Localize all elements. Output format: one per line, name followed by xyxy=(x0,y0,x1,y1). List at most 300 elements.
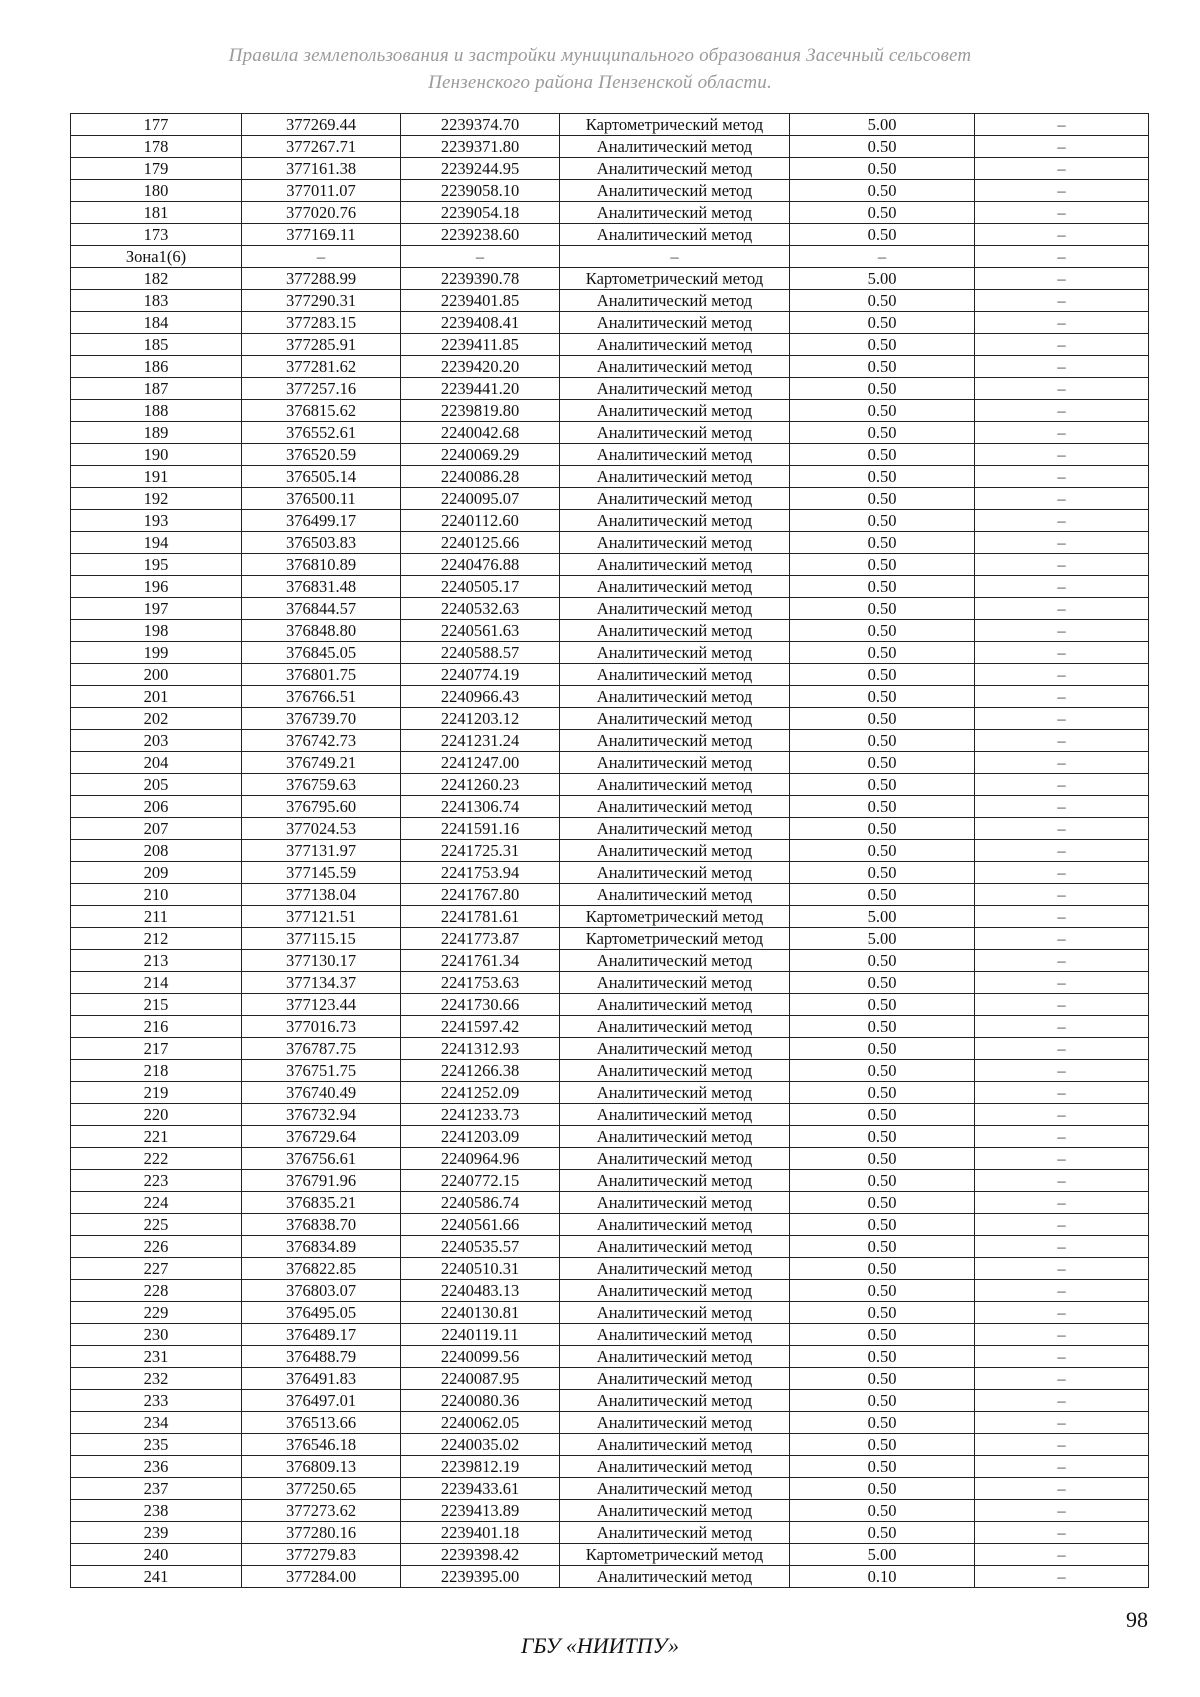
point-number-cell: 195 xyxy=(71,554,242,576)
point-number-cell: 177 xyxy=(71,114,242,136)
y-coordinate-cell: 2241767.80 xyxy=(401,884,560,906)
description-cell: – xyxy=(975,422,1149,444)
method-cell: Аналитический метод xyxy=(560,774,790,796)
point-number-cell: 220 xyxy=(71,1104,242,1126)
point-number-cell: 221 xyxy=(71,1126,242,1148)
accuracy-cell: 0.50 xyxy=(790,1368,975,1390)
table-row xyxy=(71,1038,1149,1060)
table-row xyxy=(71,356,1149,378)
point-number-cell: 232 xyxy=(71,1368,242,1390)
accuracy-cell: 0.50 xyxy=(790,994,975,1016)
x-coordinate-cell: 377279.83 xyxy=(242,1544,401,1566)
table-row xyxy=(71,664,1149,686)
method-cell: Аналитический метод xyxy=(560,1082,790,1104)
table-row xyxy=(71,642,1149,664)
method-cell: Аналитический метод xyxy=(560,664,790,686)
x-coordinate-cell: 377169.11 xyxy=(242,224,401,246)
accuracy-cell: 0.50 xyxy=(790,1258,975,1280)
table-row xyxy=(71,1522,1149,1544)
table-row xyxy=(71,1500,1149,1522)
y-coordinate-cell: 2241781.61 xyxy=(401,906,560,928)
description-cell: – xyxy=(975,730,1149,752)
x-coordinate-cell: 376831.48 xyxy=(242,576,401,598)
table-row xyxy=(71,1214,1149,1236)
method-cell: Аналитический метод xyxy=(560,1236,790,1258)
description-cell: – xyxy=(975,224,1149,246)
method-cell: Картометрический метод xyxy=(560,906,790,928)
y-coordinate-cell: 2240535.57 xyxy=(401,1236,560,1258)
y-coordinate-cell: 2240080.36 xyxy=(401,1390,560,1412)
description-cell: – xyxy=(975,114,1149,136)
point-number-cell: 214 xyxy=(71,972,242,994)
table-row xyxy=(71,1478,1149,1500)
accuracy-cell: 0.50 xyxy=(790,180,975,202)
point-number-cell: 233 xyxy=(71,1390,242,1412)
method-cell: Аналитический метод xyxy=(560,686,790,708)
method-cell: Аналитический метод xyxy=(560,1412,790,1434)
y-coordinate-cell: 2239401.18 xyxy=(401,1522,560,1544)
x-coordinate-cell: 376732.94 xyxy=(242,1104,401,1126)
accuracy-cell: 0.50 xyxy=(790,1280,975,1302)
accuracy-cell: 0.50 xyxy=(790,1082,975,1104)
method-cell: Аналитический метод xyxy=(560,862,790,884)
description-cell: – xyxy=(975,1434,1149,1456)
method-cell: Аналитический метод xyxy=(560,1368,790,1390)
x-coordinate-cell: 376513.66 xyxy=(242,1412,401,1434)
point-number-cell: 241 xyxy=(71,1566,242,1588)
x-coordinate-cell: 377131.97 xyxy=(242,840,401,862)
point-number-cell: 207 xyxy=(71,818,242,840)
point-number-cell: 222 xyxy=(71,1148,242,1170)
y-coordinate-cell: 2239058.10 xyxy=(401,180,560,202)
table-row xyxy=(71,1324,1149,1346)
accuracy-cell: 0.50 xyxy=(790,774,975,796)
table-row xyxy=(71,840,1149,862)
y-coordinate-cell: 2240062.05 xyxy=(401,1412,560,1434)
method-cell: Аналитический метод xyxy=(560,840,790,862)
table-row xyxy=(71,884,1149,906)
x-coordinate-cell: 377016.73 xyxy=(242,1016,401,1038)
table-row xyxy=(71,246,1149,268)
description-cell: – xyxy=(975,1126,1149,1148)
y-coordinate-cell: 2241773.87 xyxy=(401,928,560,950)
y-coordinate-cell: 2239433.61 xyxy=(401,1478,560,1500)
accuracy-cell: 0.50 xyxy=(790,1214,975,1236)
description-cell: – xyxy=(975,884,1149,906)
accuracy-cell: 0.50 xyxy=(790,356,975,378)
x-coordinate-cell: 376759.63 xyxy=(242,774,401,796)
method-cell: Аналитический метод xyxy=(560,290,790,312)
table-row xyxy=(71,1104,1149,1126)
accuracy-cell: 0.50 xyxy=(790,488,975,510)
method-cell: Аналитический метод xyxy=(560,488,790,510)
point-number-cell: 228 xyxy=(71,1280,242,1302)
table-row xyxy=(71,180,1149,202)
description-cell: – xyxy=(975,1522,1149,1544)
accuracy-cell: 0.50 xyxy=(790,510,975,532)
method-cell: Аналитический метод xyxy=(560,1522,790,1544)
y-coordinate-cell: 2240069.29 xyxy=(401,444,560,466)
accuracy-cell: 0.50 xyxy=(790,1148,975,1170)
description-cell: – xyxy=(975,774,1149,796)
method-cell: Аналитический метод xyxy=(560,378,790,400)
accuracy-cell: 0.50 xyxy=(790,1456,975,1478)
accuracy-cell: 0.50 xyxy=(790,1324,975,1346)
point-number-cell: 213 xyxy=(71,950,242,972)
accuracy-cell: 0.50 xyxy=(790,532,975,554)
method-cell: Аналитический метод xyxy=(560,1148,790,1170)
x-coordinate-cell: 376749.21 xyxy=(242,752,401,774)
accuracy-cell: 0.50 xyxy=(790,554,975,576)
point-number-cell: 215 xyxy=(71,994,242,1016)
accuracy-cell: 0.50 xyxy=(790,664,975,686)
table-row xyxy=(71,268,1149,290)
description-cell: – xyxy=(975,994,1149,1016)
table-row xyxy=(71,488,1149,510)
accuracy-cell: 0.50 xyxy=(790,642,975,664)
accuracy-cell: 0.10 xyxy=(790,1566,975,1588)
y-coordinate-cell: 2240035.02 xyxy=(401,1434,560,1456)
method-cell: Аналитический метод xyxy=(560,444,790,466)
table-row xyxy=(71,532,1149,554)
point-number-cell: 230 xyxy=(71,1324,242,1346)
description-cell: – xyxy=(975,1544,1149,1566)
x-coordinate-cell: 376766.51 xyxy=(242,686,401,708)
point-number-cell: 217 xyxy=(71,1038,242,1060)
x-coordinate-cell: 376848.80 xyxy=(242,620,401,642)
accuracy-cell: 0.50 xyxy=(790,1126,975,1148)
method-cell: Аналитический метод xyxy=(560,1478,790,1500)
accuracy-cell: 0.50 xyxy=(790,1170,975,1192)
accuracy-cell: 0.50 xyxy=(790,730,975,752)
description-cell: – xyxy=(975,642,1149,664)
point-number-cell: 197 xyxy=(71,598,242,620)
accuracy-cell: 0.50 xyxy=(790,1236,975,1258)
x-coordinate-cell: 377130.17 xyxy=(242,950,401,972)
y-coordinate-cell: 2241247.00 xyxy=(401,752,560,774)
x-coordinate-cell: 376809.13 xyxy=(242,1456,401,1478)
table-row xyxy=(71,1258,1149,1280)
x-coordinate-cell: 376751.75 xyxy=(242,1060,401,1082)
y-coordinate-cell: 2241761.34 xyxy=(401,950,560,972)
x-coordinate-cell: 377280.16 xyxy=(242,1522,401,1544)
x-coordinate-cell: 376499.17 xyxy=(242,510,401,532)
accuracy-cell: 0.50 xyxy=(790,202,975,224)
y-coordinate-cell: 2239244.95 xyxy=(401,158,560,180)
accuracy-cell: 0.50 xyxy=(790,862,975,884)
accuracy-cell: 0.50 xyxy=(790,796,975,818)
point-number-cell: 211 xyxy=(71,906,242,928)
method-cell: Аналитический метод xyxy=(560,730,790,752)
table-row xyxy=(71,818,1149,840)
y-coordinate-cell: 2239420.20 xyxy=(401,356,560,378)
y-coordinate-cell: 2240588.57 xyxy=(401,642,560,664)
accuracy-cell: 0.50 xyxy=(790,620,975,642)
x-coordinate-cell: 376488.79 xyxy=(242,1346,401,1368)
x-coordinate-cell: 376787.75 xyxy=(242,1038,401,1060)
point-number-cell: 205 xyxy=(71,774,242,796)
y-coordinate-cell: 2240510.31 xyxy=(401,1258,560,1280)
accuracy-cell: 5.00 xyxy=(790,928,975,950)
description-cell: – xyxy=(975,554,1149,576)
x-coordinate-cell: 376845.05 xyxy=(242,642,401,664)
accuracy-cell: 5.00 xyxy=(790,1544,975,1566)
table-row xyxy=(71,1456,1149,1478)
table-row xyxy=(71,774,1149,796)
method-cell: Аналитический метод xyxy=(560,312,790,334)
table-row xyxy=(71,1060,1149,1082)
point-number-cell: 198 xyxy=(71,620,242,642)
point-number-cell: 202 xyxy=(71,708,242,730)
accuracy-cell: 0.50 xyxy=(790,576,975,598)
method-cell: Аналитический метод xyxy=(560,1390,790,1412)
x-coordinate-cell: 377284.00 xyxy=(242,1566,401,1588)
method-cell: Аналитический метод xyxy=(560,1500,790,1522)
x-coordinate-cell: 376756.61 xyxy=(242,1148,401,1170)
x-coordinate-cell: 376491.83 xyxy=(242,1368,401,1390)
table-row xyxy=(71,378,1149,400)
description-cell: – xyxy=(975,1148,1149,1170)
method-cell: Аналитический метод xyxy=(560,598,790,620)
point-number-cell: 224 xyxy=(71,1192,242,1214)
table-row xyxy=(71,972,1149,994)
description-cell: – xyxy=(975,334,1149,356)
x-coordinate-cell: 376838.70 xyxy=(242,1214,401,1236)
accuracy-cell: 0.50 xyxy=(790,972,975,994)
y-coordinate-cell: 2239819.80 xyxy=(401,400,560,422)
method-cell: Картометрический метод xyxy=(560,1544,790,1566)
accuracy-cell: 0.50 xyxy=(790,400,975,422)
point-number-cell: 204 xyxy=(71,752,242,774)
accuracy-cell: 0.50 xyxy=(790,1060,975,1082)
description-cell: – xyxy=(975,1346,1149,1368)
coordinates-table xyxy=(70,113,1149,1588)
y-coordinate-cell: 2241203.09 xyxy=(401,1126,560,1148)
table-row xyxy=(71,158,1149,180)
description-cell: – xyxy=(975,620,1149,642)
y-coordinate-cell: 2240112.60 xyxy=(401,510,560,532)
description-cell: – xyxy=(975,1236,1149,1258)
table-row xyxy=(71,620,1149,642)
method-cell: Картометрический метод xyxy=(560,114,790,136)
table-row xyxy=(71,1126,1149,1148)
x-coordinate-cell: 376835.21 xyxy=(242,1192,401,1214)
method-cell: Аналитический метод xyxy=(560,1456,790,1478)
point-number-cell: 190 xyxy=(71,444,242,466)
table-row xyxy=(71,1280,1149,1302)
table-row xyxy=(71,994,1149,1016)
y-coordinate-cell: 2241312.93 xyxy=(401,1038,560,1060)
y-coordinate-cell: 2239054.18 xyxy=(401,202,560,224)
x-coordinate-cell: 377290.31 xyxy=(242,290,401,312)
table-row xyxy=(71,1368,1149,1390)
description-cell: – xyxy=(975,1302,1149,1324)
method-cell: Аналитический метод xyxy=(560,180,790,202)
accuracy-cell: 0.50 xyxy=(790,290,975,312)
x-coordinate-cell: 376546.18 xyxy=(242,1434,401,1456)
table-row xyxy=(71,1148,1149,1170)
point-number-cell: 219 xyxy=(71,1082,242,1104)
x-coordinate-cell: 376844.57 xyxy=(242,598,401,620)
y-coordinate-cell: 2239408.41 xyxy=(401,312,560,334)
accuracy-cell: 0.50 xyxy=(790,1104,975,1126)
description-cell: – xyxy=(975,862,1149,884)
table-row xyxy=(71,466,1149,488)
point-number-cell: 191 xyxy=(71,466,242,488)
x-coordinate-cell: 377283.15 xyxy=(242,312,401,334)
y-coordinate-cell: 2241252.09 xyxy=(401,1082,560,1104)
accuracy-cell: 0.50 xyxy=(790,1192,975,1214)
table-row xyxy=(71,1346,1149,1368)
x-coordinate-cell: 377138.04 xyxy=(242,884,401,906)
description-cell: – xyxy=(975,686,1149,708)
point-number-cell: 173 xyxy=(71,224,242,246)
y-coordinate-cell: 2239411.85 xyxy=(401,334,560,356)
point-number-cell: 193 xyxy=(71,510,242,532)
y-coordinate-cell: 2239401.85 xyxy=(401,290,560,312)
x-coordinate-cell: 376495.05 xyxy=(242,1302,401,1324)
method-cell: Аналитический метод xyxy=(560,532,790,554)
x-coordinate-cell: 376822.85 xyxy=(242,1258,401,1280)
description-cell: – xyxy=(975,1192,1149,1214)
method-cell: Аналитический метод xyxy=(560,620,790,642)
table-row xyxy=(71,554,1149,576)
accuracy-cell: 0.50 xyxy=(790,884,975,906)
point-number-cell: 216 xyxy=(71,1016,242,1038)
y-coordinate-cell: 2239390.78 xyxy=(401,268,560,290)
x-coordinate-cell: 377281.62 xyxy=(242,356,401,378)
coordinates-table-body xyxy=(71,114,1149,1588)
table-row xyxy=(71,400,1149,422)
y-coordinate-cell: 2241260.23 xyxy=(401,774,560,796)
description-cell: – xyxy=(975,1258,1149,1280)
y-coordinate-cell: 2241591.16 xyxy=(401,818,560,840)
method-cell: Аналитический метод xyxy=(560,1170,790,1192)
point-number-cell: 238 xyxy=(71,1500,242,1522)
table-row xyxy=(71,752,1149,774)
y-coordinate-cell: 2240964.96 xyxy=(401,1148,560,1170)
point-number-cell: 187 xyxy=(71,378,242,400)
y-coordinate-cell: 2241597.42 xyxy=(401,1016,560,1038)
method-cell: Аналитический метод xyxy=(560,136,790,158)
point-number-cell: 180 xyxy=(71,180,242,202)
header-line-2: Пензенского района Пензенской области. xyxy=(428,72,772,93)
description-cell: – xyxy=(975,1456,1149,1478)
method-cell: Аналитический метод xyxy=(560,994,790,1016)
accuracy-cell: 0.50 xyxy=(790,1038,975,1060)
y-coordinate-cell: 2239371.80 xyxy=(401,136,560,158)
accuracy-cell: 0.50 xyxy=(790,422,975,444)
table-row xyxy=(71,422,1149,444)
point-number-cell: 223 xyxy=(71,1170,242,1192)
accuracy-cell: 0.50 xyxy=(790,686,975,708)
accuracy-cell: 0.50 xyxy=(790,1412,975,1434)
point-number-cell: 188 xyxy=(71,400,242,422)
x-coordinate-cell: 377161.38 xyxy=(242,158,401,180)
accuracy-cell: 0.50 xyxy=(790,312,975,334)
point-number-cell: 231 xyxy=(71,1346,242,1368)
accuracy-cell: 0.50 xyxy=(790,950,975,972)
x-coordinate-cell: 376803.07 xyxy=(242,1280,401,1302)
x-coordinate-cell: 376503.83 xyxy=(242,532,401,554)
x-coordinate-cell: 377257.16 xyxy=(242,378,401,400)
point-number-cell: 236 xyxy=(71,1456,242,1478)
table-row xyxy=(71,1544,1149,1566)
description-cell: – xyxy=(975,290,1149,312)
point-number-cell: Зона1(6) xyxy=(71,246,242,268)
description-cell: – xyxy=(975,400,1149,422)
point-number-cell: 226 xyxy=(71,1236,242,1258)
y-coordinate-cell: 2239441.20 xyxy=(401,378,560,400)
table-row xyxy=(71,796,1149,818)
y-coordinate-cell: 2240099.56 xyxy=(401,1346,560,1368)
description-cell: – xyxy=(975,1170,1149,1192)
method-cell: Аналитический метод xyxy=(560,400,790,422)
accuracy-cell: 0.50 xyxy=(790,158,975,180)
table-row xyxy=(71,862,1149,884)
x-coordinate-cell: 377121.51 xyxy=(242,906,401,928)
description-cell: – xyxy=(975,1038,1149,1060)
description-cell: – xyxy=(975,1478,1149,1500)
method-cell: Аналитический метод xyxy=(560,972,790,994)
point-number-cell: 184 xyxy=(71,312,242,334)
x-coordinate-cell: 376500.11 xyxy=(242,488,401,510)
description-cell: – xyxy=(975,796,1149,818)
accuracy-cell: 0.50 xyxy=(790,1522,975,1544)
table-row xyxy=(71,708,1149,730)
table-row xyxy=(71,686,1149,708)
point-number-cell: 235 xyxy=(71,1434,242,1456)
table-row xyxy=(71,1302,1149,1324)
point-number-cell: 185 xyxy=(71,334,242,356)
y-coordinate-cell: 2239398.42 xyxy=(401,1544,560,1566)
method-cell: Аналитический метод xyxy=(560,884,790,906)
table-row xyxy=(71,224,1149,246)
accuracy-cell: 0.50 xyxy=(790,466,975,488)
method-cell: Аналитический метод xyxy=(560,1016,790,1038)
description-cell: – xyxy=(975,444,1149,466)
method-cell: Аналитический метод xyxy=(560,1192,790,1214)
point-number-cell: 200 xyxy=(71,664,242,686)
table-row xyxy=(71,1566,1149,1588)
point-number-cell: 206 xyxy=(71,796,242,818)
point-number-cell: 192 xyxy=(71,488,242,510)
x-coordinate-cell: 377011.07 xyxy=(242,180,401,202)
x-coordinate-cell: 377250.65 xyxy=(242,1478,401,1500)
accuracy-cell: 0.50 xyxy=(790,818,975,840)
x-coordinate-cell: 376739.70 xyxy=(242,708,401,730)
y-coordinate-cell: 2239238.60 xyxy=(401,224,560,246)
accuracy-cell: 0.50 xyxy=(790,444,975,466)
table-row xyxy=(71,576,1149,598)
accuracy-cell: – xyxy=(790,246,975,268)
method-cell: Аналитический метод xyxy=(560,752,790,774)
point-number-cell: 229 xyxy=(71,1302,242,1324)
point-number-cell: 225 xyxy=(71,1214,242,1236)
method-cell: Аналитический метод xyxy=(560,1258,790,1280)
method-cell: Аналитический метод xyxy=(560,202,790,224)
accuracy-cell: 0.50 xyxy=(790,224,975,246)
table-row xyxy=(71,510,1149,532)
x-coordinate-cell: 376497.01 xyxy=(242,1390,401,1412)
description-cell: – xyxy=(975,1500,1149,1522)
method-cell: Картометрический метод xyxy=(560,928,790,950)
point-number-cell: 201 xyxy=(71,686,242,708)
table-row xyxy=(71,1236,1149,1258)
method-cell: Аналитический метод xyxy=(560,1038,790,1060)
method-cell: Картометрический метод xyxy=(560,268,790,290)
table-row xyxy=(71,1390,1149,1412)
